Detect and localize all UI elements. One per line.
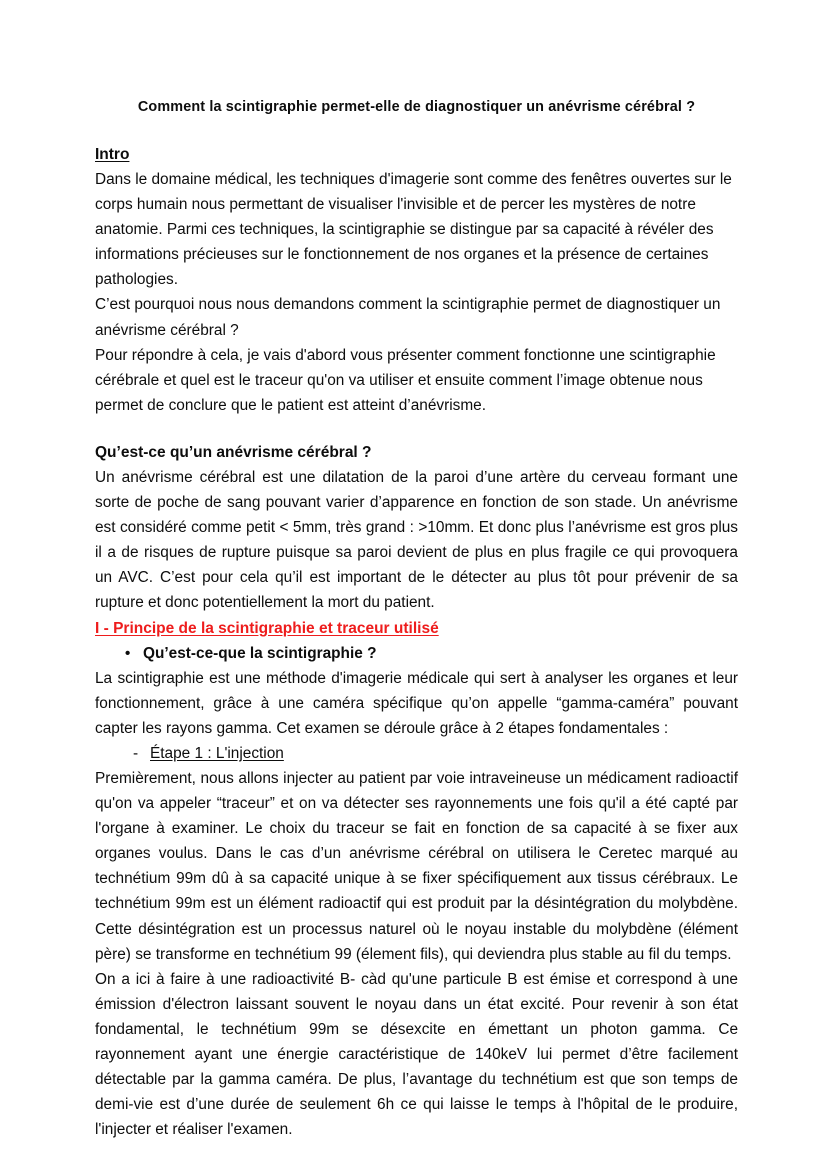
intro-paragraph-2: C’est pourquoi nous nous demandons comment la scintigraphie permet de diagnostiquer un anévrisme cérébral ? xyxy=(95,296,721,339)
heading-definition: Qu’est-ce qu’un anévrisme cérébral ? xyxy=(95,443,372,461)
intro-paragraph-3: Pour répondre à cela, je vais d'abord vous présenter comment fonctionne une scintigraphie cérébrale et quel est le traceur qu'on va utiliser et ensuite comment l’image obtenue nous permet de conclure que le patient est atteint d’anévrisme. xyxy=(95,346,716,414)
part-one-paragraph-1: La scintigraphie est une méthode d'imagerie médicale qui sert à analyser les organes et leur fonctionnement, grâce à une caméra spécifique qu’on appelle “gamma-caméra” pouvant capter les rayons gamma. Cet examen se déroule grâce à 2 étapes fondamentales : xyxy=(95,669,738,737)
part-one-paragraph-2: Premièrement, nous allons injecter au patient par voie intraveineuse un médicament radioactif qu'on va appeler “traceur” et on va détecter ses rayonnements une fois qu'il a été capté par l'organe à examiner. Le choix du traceur se fait en fonction de sa capacité à se fixer aux organes voulus. Dans le cas d’un anévrisme cérébral on utilisera le Ceretec marqué au technétium 99m dû à sa capacité unique à se fixer spécifiquement aux tissus cérébraux. Le technétium 99m est un élément radioactif qui est produit par la désintégration du molybdène. Cette désintégration est un processus naturel où le noyau instable du molybdène (élément père) se transforme en technétium 99 (élement fils), qui deviendra plus stable au fil du temps. xyxy=(95,769,738,963)
dash-icon: - xyxy=(133,744,139,762)
heading-intro: Intro xyxy=(95,146,130,163)
bullet-icon: • xyxy=(125,644,131,662)
list-item-etape-1 xyxy=(95,741,738,766)
list-item-label: Étape 1 : L'injection xyxy=(150,744,284,762)
part-one-paragraph-3: On a ici à faire à une radioactivité B- càd qu'une particule B est émise et correspond à une émission d'électron laissant souvent le noyau dans un état excité. Pour revenir à son état fondamental, le technétium 99m se désexcite en émettant un photon gamma. Ce rayonnement ayant une énergie caractéristique de 140keV lui permet d’être facilement détectable par la gamma caméra. De plus, l’avantage du technétium est que son temps de demi-vie est d’une durée de seulement 6h ce qui laisse le temps à l'hôpital de le produire, l'injecter et réaliser l'examen. xyxy=(95,970,738,1139)
list-item-label: Qu’est-ce-que la scintigraphie ? xyxy=(143,644,377,662)
list-item-scintigraphie xyxy=(95,641,738,666)
document-title: Comment la scintigraphie permet-elle de diagnostiquer un anévrisme cérébral ? xyxy=(137,99,696,115)
section-spacer xyxy=(95,418,738,440)
intro-paragraph-1: Dans le domaine médical, les techniques d'imagerie sont comme des fenêtres ouvertes sur le corps humain nous permettant de visualiser l'invisible et de percer les mystères de notre anatomie. Parmi ces techniques, la scintigraphie se distingue par sa capacité à révéler des informations précieuses sur le fonctionnement de nos organes et la présence de certaines pathologies. xyxy=(95,171,732,289)
definition-paragraph-1: Un anévrisme cérébral est une dilatation de la paroi d’une artère du cerveau formant une sorte de poche de sang pouvant varier d’apparence en fonction de son stade. Un anévrisme est considéré comme petit < 5mm, très grand : >10mm. Et donc plus l’anévrisme est gros plus il a de risques de rupture puisque sa paroi devient de plus en plus fragile ce qui provoquera un AVC. C’est pour cela qu’il est important de le détecter au plus tôt pour prévenir de sa rupture et donc potentiellement la mort du patient. xyxy=(95,468,738,612)
document-body xyxy=(95,96,738,1142)
heading-part-one: I - Principe de la scintigraphie et traceur utilisé xyxy=(95,619,439,637)
